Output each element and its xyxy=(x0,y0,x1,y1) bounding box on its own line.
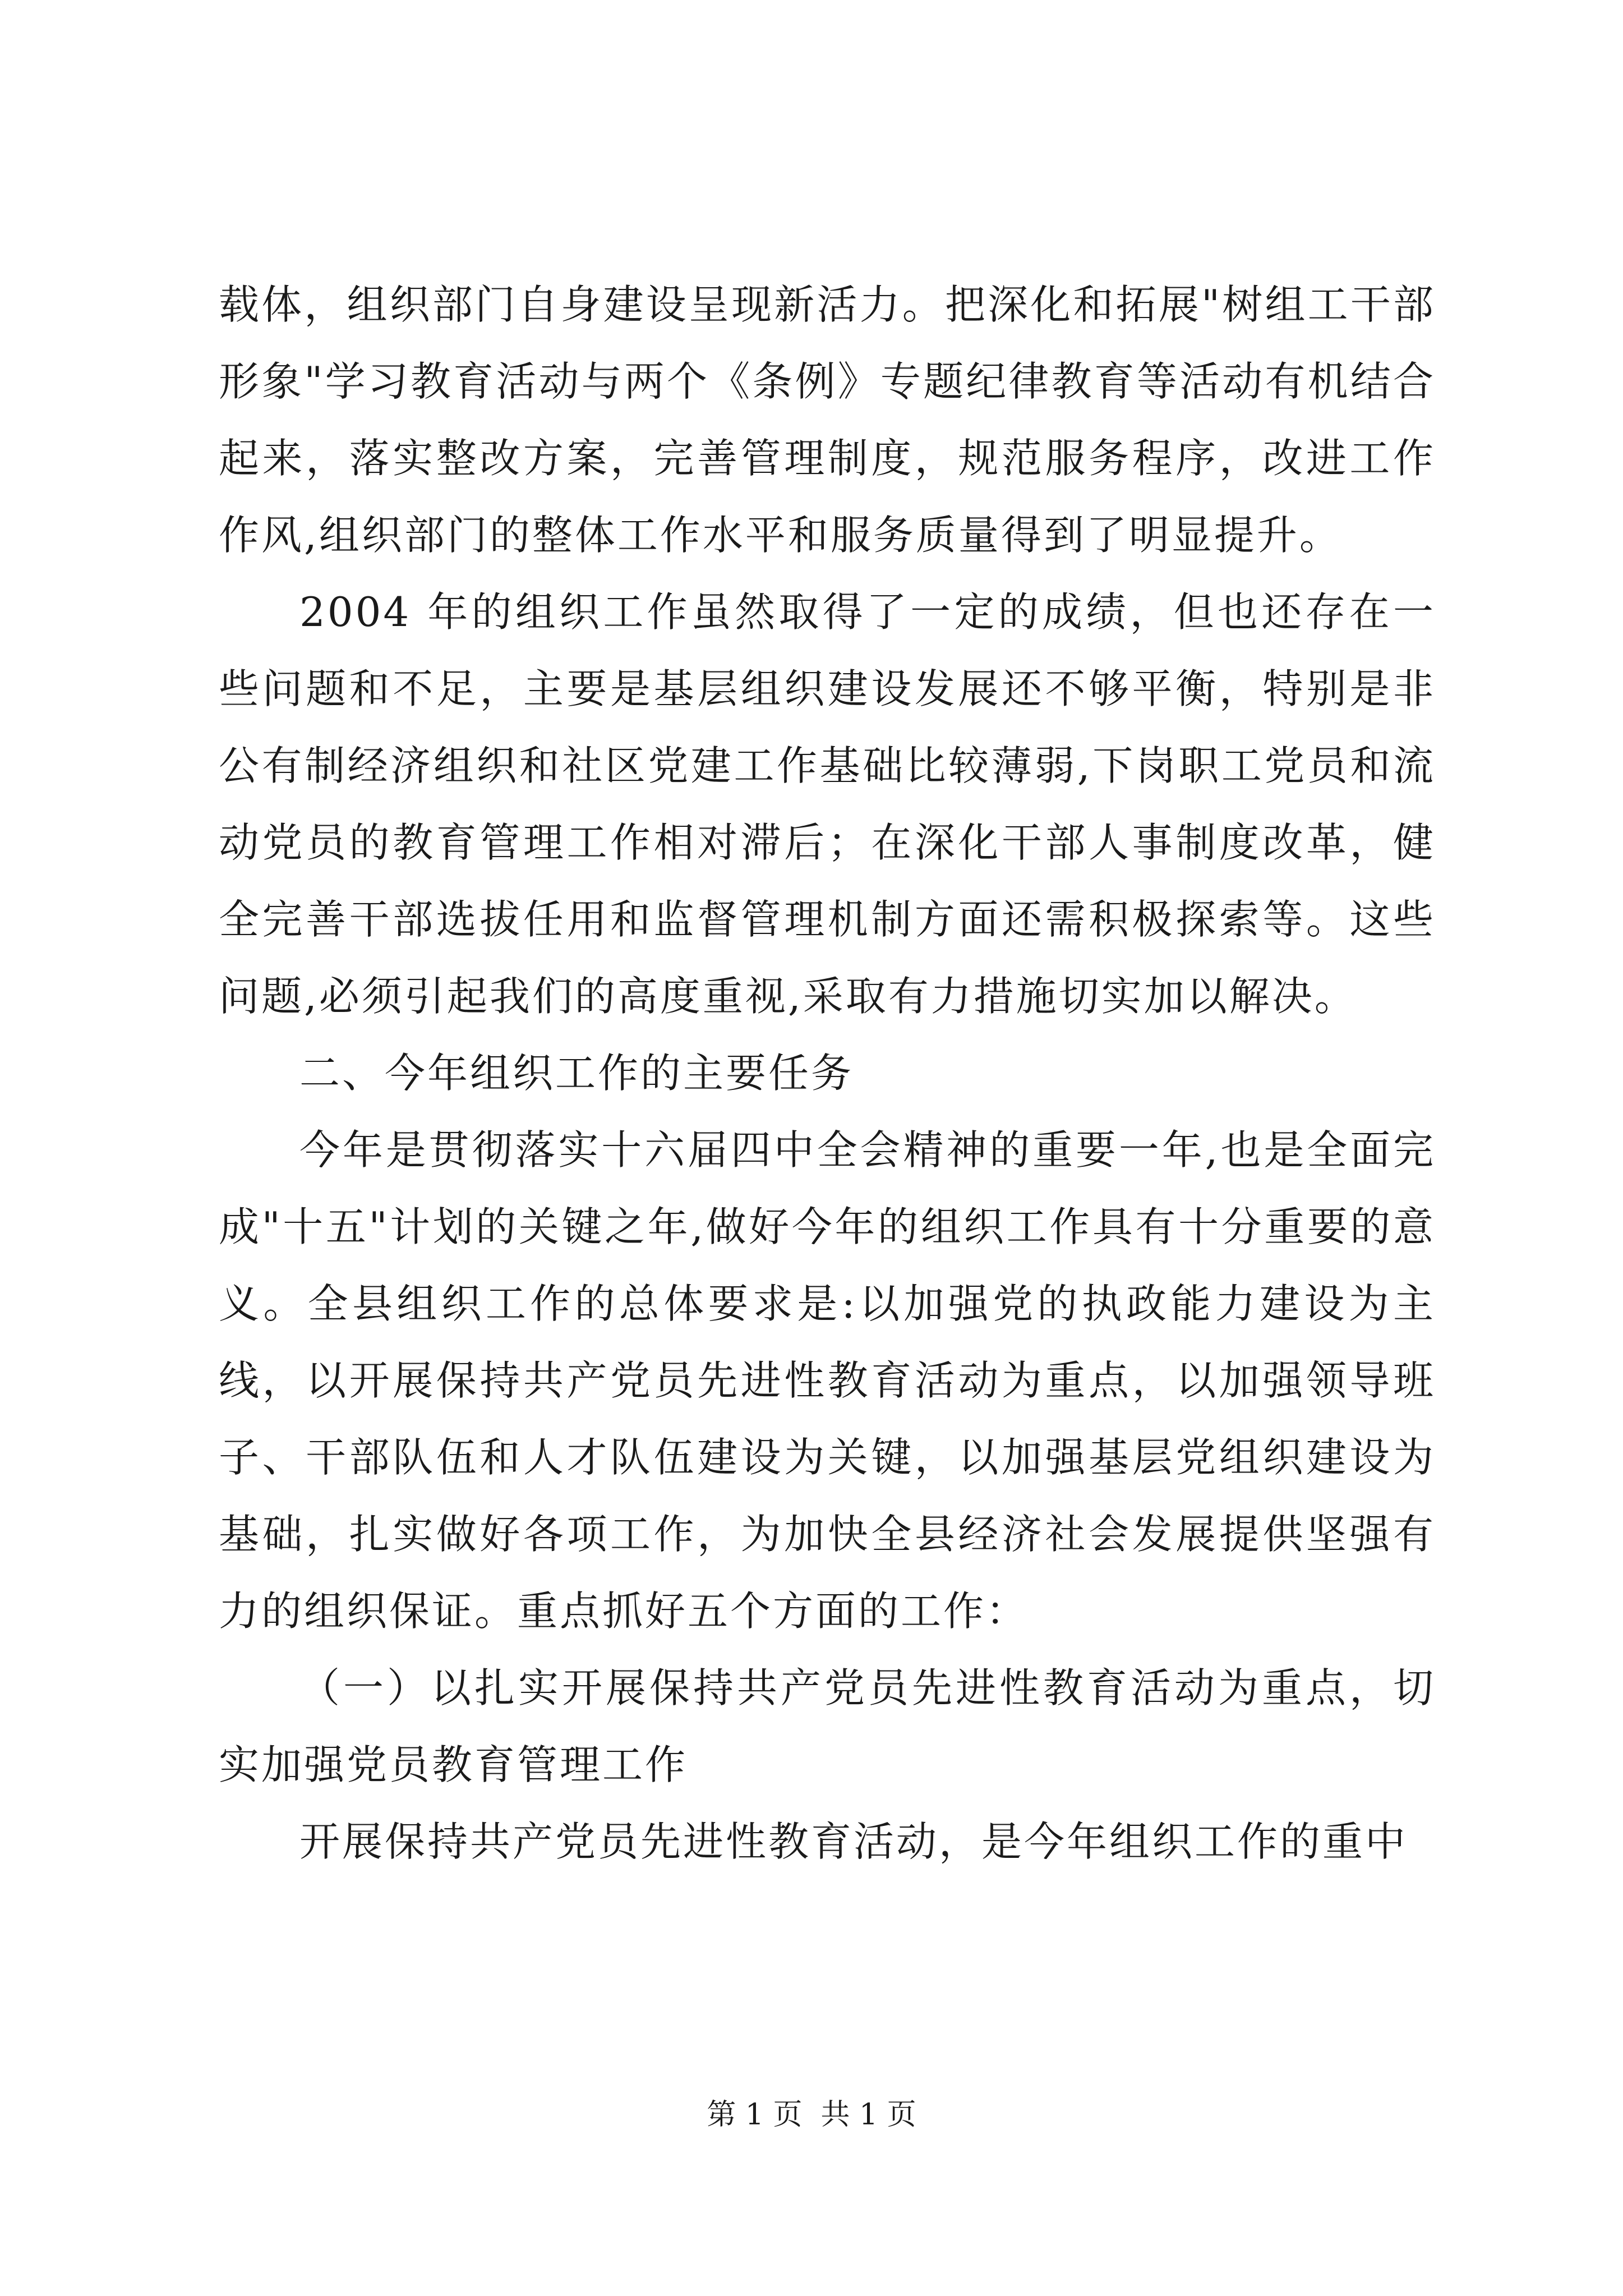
paragraph: 开展保持共产党员先进性教育活动，是今年组织工作的重中 xyxy=(299,1818,1408,1865)
page-number-label: 第 1 页 共 1 页 xyxy=(707,2098,916,2132)
document-body xyxy=(219,266,1436,1880)
paragraph: 今年是贯彻落实十六届四中全会精神的重要一年,也是全面完成"十五"计划的关键之年,做好今年的组织工作具有十分重要的意义。全县组织工作的总体要求是:以加强党的执政能力建设为主线，以开展保持共产党员先进性教育活动为重点，以加强领导班子、干部队伍和人才队伍建设为关键，以加强基层党组织建设为基础，扎实做好各项工作，为加快全县经济社会发展提供坚强有力的组织保证。重点抓好五个方面的工作： xyxy=(219,1126,1436,1635)
paragraph: 2004 年的组织工作虽然取得了一定的成绩，但也还存在一些问题和不足，主要是基层组织建设发展还不够平衡，特别是非公有制经济组织和社区党建工作基础比较薄弱,下岗职工党员和流动党员的教育管理工作相对滞后；在深化干部人事制度改革，健全完善干部选拔任用和监督管理机制方面还需积极探索等。这些问题,必须引起我们的高度重视,采取有力措施切实加以解决。 xyxy=(219,588,1436,1020)
subsection-heading: （一）以扎实开展保持共产党员先进性教育活动为重点，切实加强党员教育管理工作 xyxy=(219,1664,1436,1788)
paragraph: 载体，组织部门自身建设呈现新活力。把深化和拓展"树组工干部形象"学习教育活动与两个《条例》专题纪律教育等活动有机结合起来，落实整改方案，完善管理制度，规范服务程序，改进工作作风,组织部门的整体工作水平和服务质量得到了明显提升。 xyxy=(219,281,1436,559)
page-footer xyxy=(0,2095,1623,2134)
section-heading: 二、今年组织工作的主要任务 xyxy=(299,1050,854,1097)
